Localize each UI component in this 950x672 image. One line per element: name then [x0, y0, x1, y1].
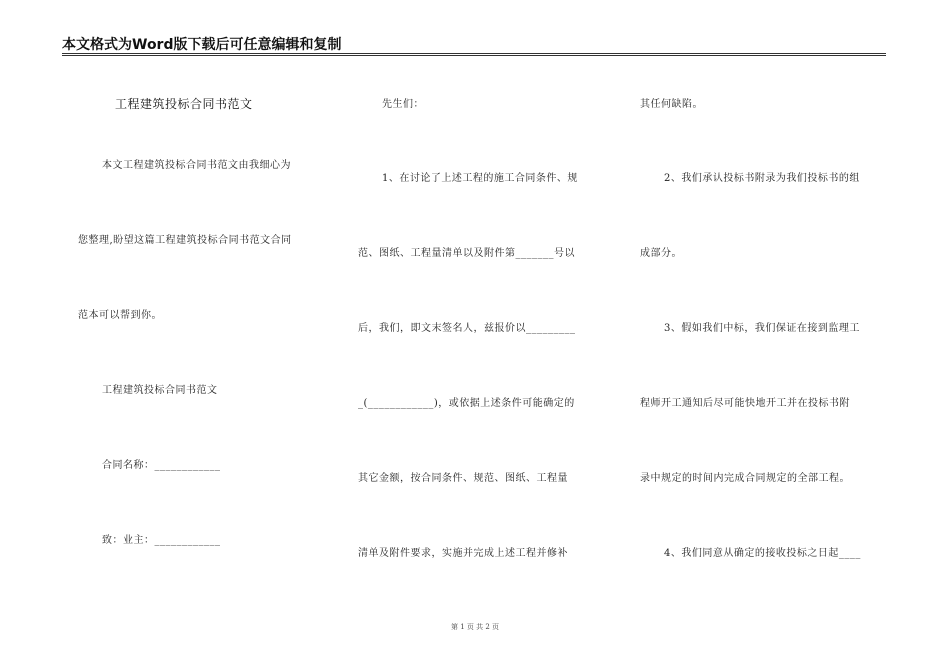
body-line: 您整理,盼望这篇工程建筑投标合同书范文合同 — [78, 235, 292, 246]
body-line: 其它金额，按合同条件、规范、图纸、工程量 — [358, 473, 568, 484]
article-title: 工程建筑投标合同书范文 — [115, 97, 253, 111]
body-line: 本文工程建筑投标合同书范文由我细心为 — [102, 160, 291, 171]
body-line: 3、假如我们中标，我们保证在接到监理工 — [664, 323, 860, 334]
body-line: 工程建筑投标合同书范文 — [102, 385, 218, 396]
body-line: 4、我们同意从确定的接收投标之日起____ — [664, 548, 861, 559]
body-line: 成部分。 — [640, 248, 682, 259]
page-number: 第 1 页 共 2 页 — [450, 623, 500, 631]
body-line: 清单及附件要求，实施并完成上述工程并修补 — [358, 548, 568, 559]
body-line: 先生们： — [382, 99, 424, 110]
body-line: 范本可以帮到你。 — [78, 310, 162, 321]
header-divider — [62, 53, 886, 56]
owner-field: 致：业主：____________ — [102, 535, 221, 546]
body-line: 其任何缺陷。 — [640, 99, 703, 110]
body-line: 1、在讨论了上述工程的施工合同条件、规 — [382, 173, 578, 184]
body-line: 范、图纸、工程量清单以及附件第_______号以 — [358, 248, 575, 259]
document-header-title: 本文格式为Word版下载后可任意编辑和复制 — [62, 37, 342, 53]
body-line: 程师开工通知后尽可能快地开工并在投标书附 — [640, 398, 850, 409]
body-line: _(____________)，或依据上述条件可能确定的 — [358, 398, 575, 409]
body-line: 录中规定的时间内完成合同规定的全部工程。 — [640, 473, 850, 484]
body-line: 2、我们承认投标书附录为我们投标书的组 — [664, 173, 860, 184]
contract-name-field: 合同名称：____________ — [102, 460, 221, 471]
body-line: 后，我们，即文末签名人，兹报价以_________ — [358, 323, 576, 334]
